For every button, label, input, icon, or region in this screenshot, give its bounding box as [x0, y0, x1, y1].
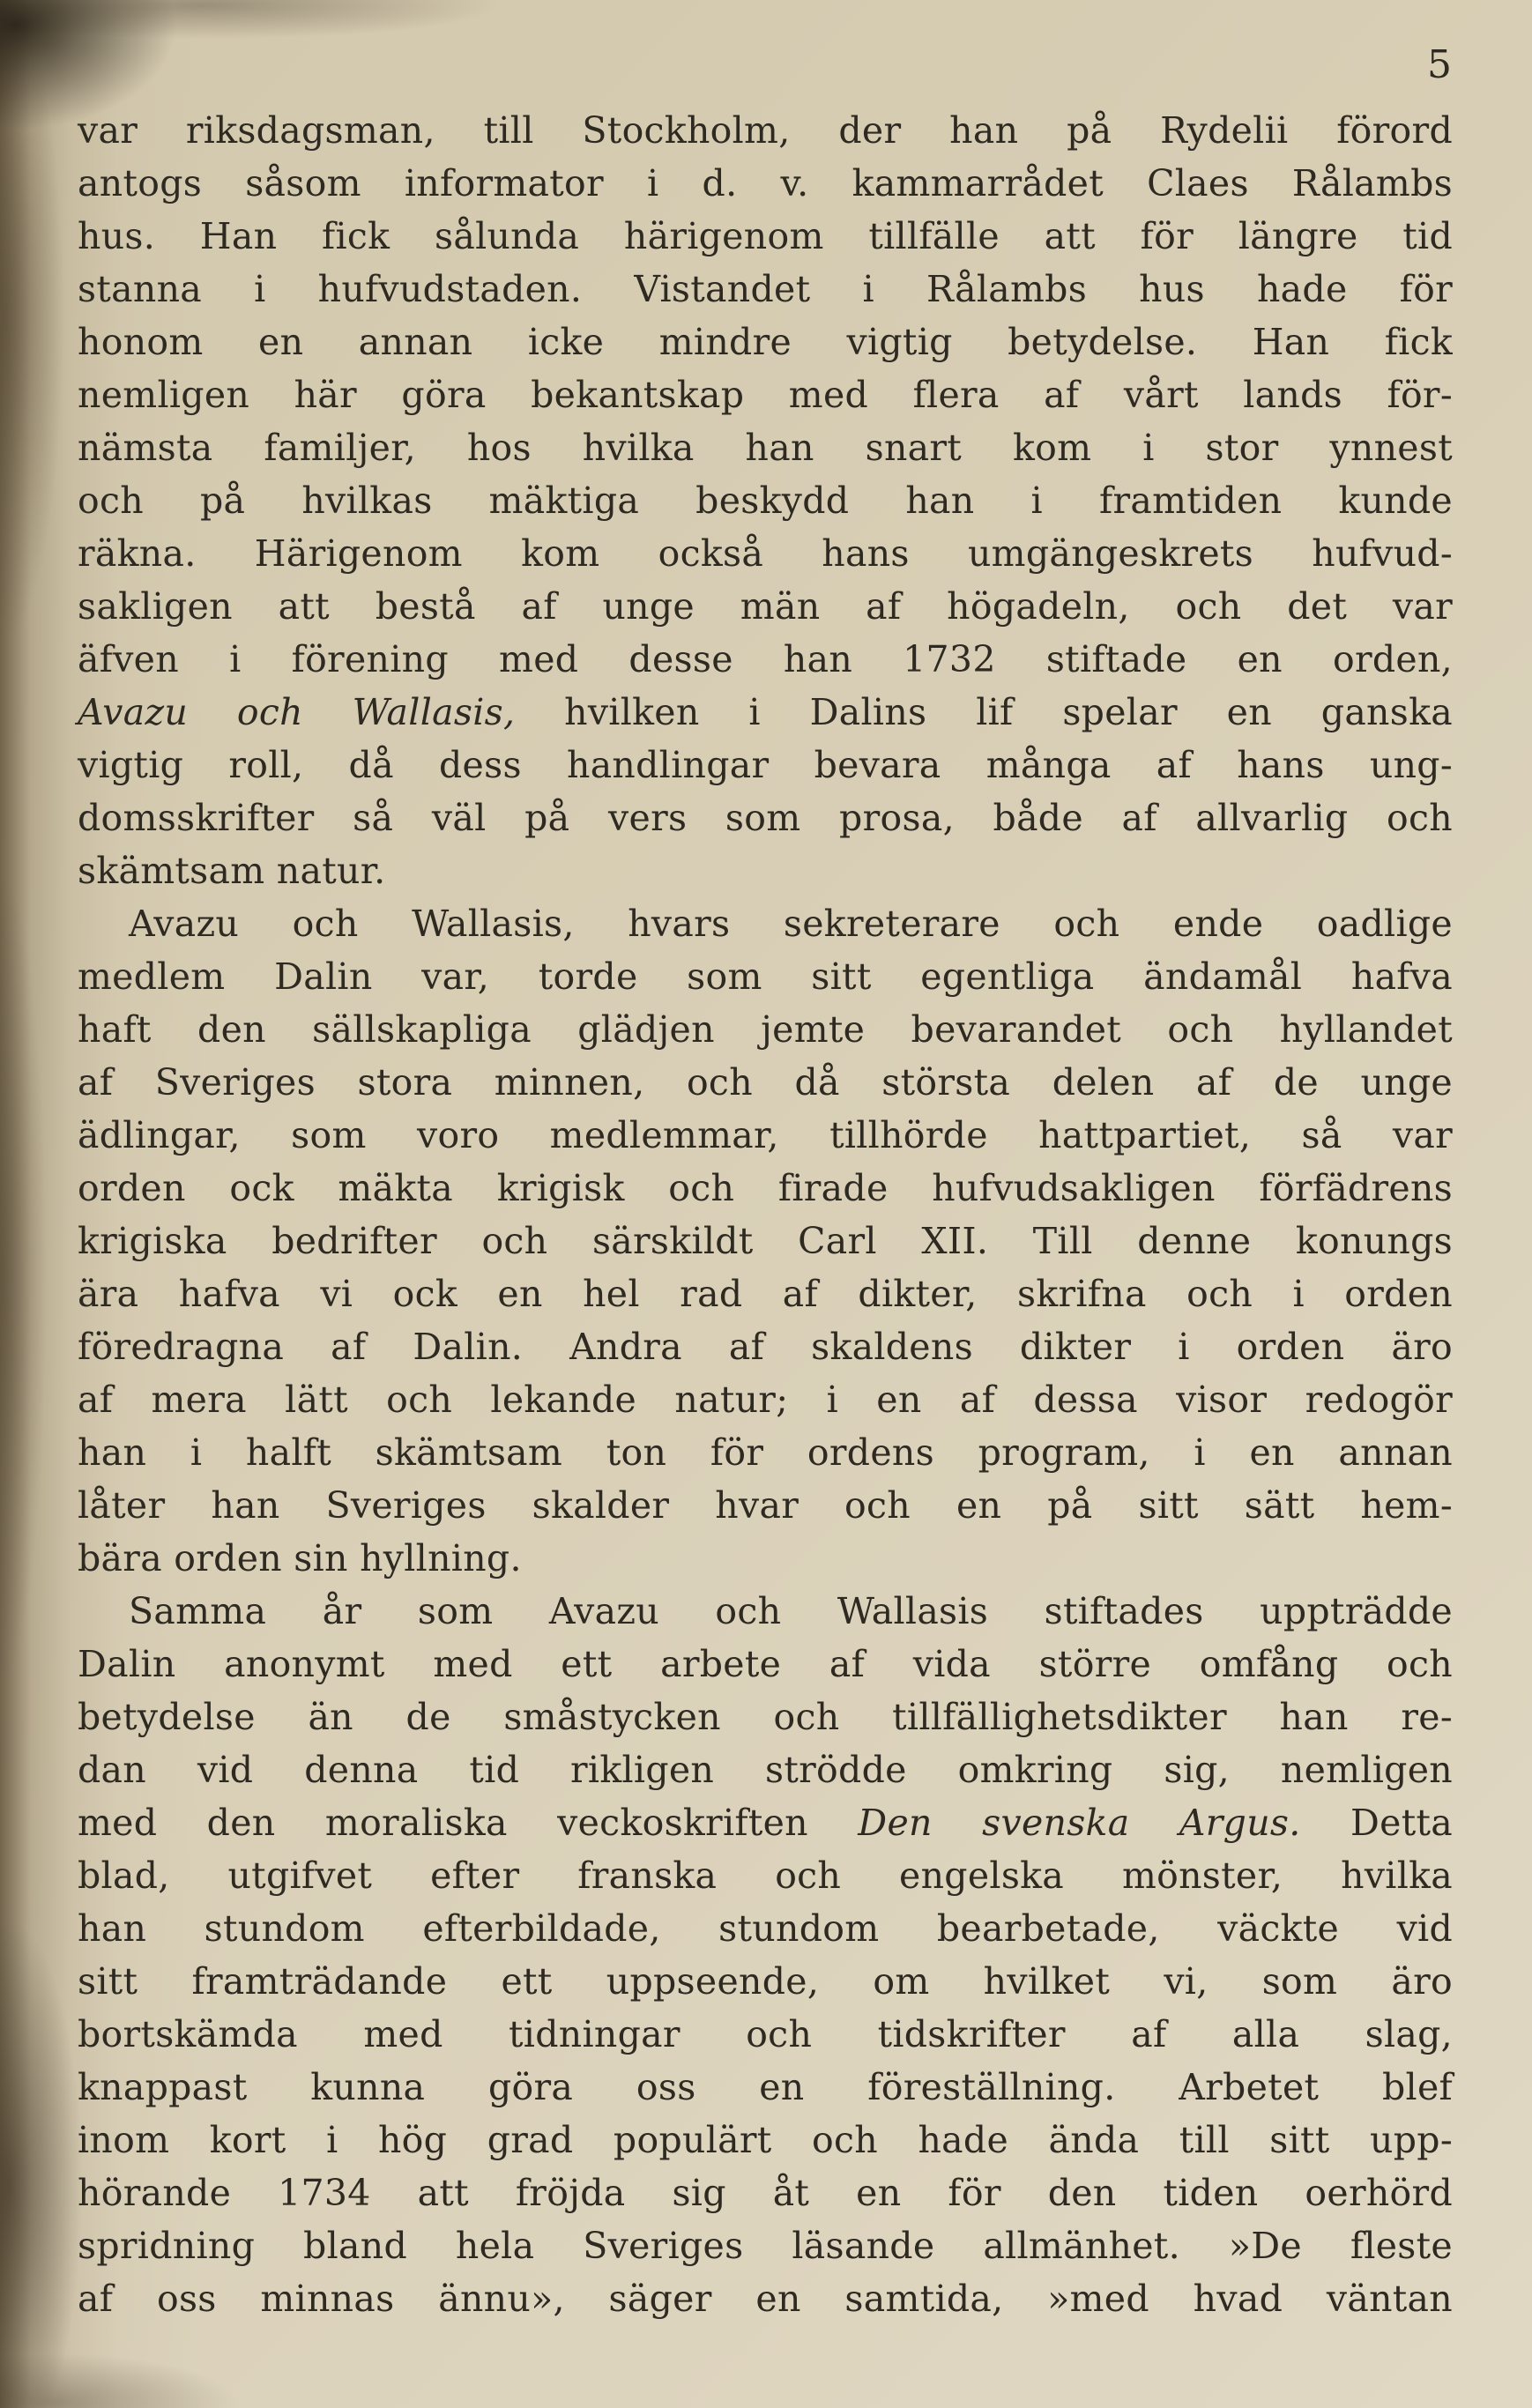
text-segment: honom en annan icke mindre vigtig betydelse. Han fick [78, 321, 1453, 363]
text-segment: bortskämda med tidningar och tidskrifter af alla slag, [78, 2013, 1453, 2055]
text-line [78, 1215, 1453, 1267]
paragraph [78, 1585, 1453, 2325]
text-segment: krigiska bedrifter och särskildt Carl XII. Till denne konungs [78, 1220, 1453, 1262]
text-segment: af mera lätt och lekande natur; i en af dessa visor redogör [78, 1379, 1453, 1421]
text-segment: äfven i förening med desse han 1732 stiftade en orden, [78, 638, 1453, 680]
text-line [78, 1320, 1453, 1373]
text-line [78, 1056, 1453, 1109]
text-line [78, 686, 1453, 739]
text-segment: orden ock mäkta krigisk och firade hufvudsakligen förfädrens [78, 1167, 1453, 1209]
text-line [78, 1267, 1453, 1320]
text-line [78, 1691, 1453, 1743]
text-segment: stanna i hufvudstaden. Vistandet i Rålambs hus hade för [78, 268, 1453, 310]
text-segment: ära hafva vi ock en hel rad af dikter, skrifna och i orden [78, 1273, 1453, 1315]
text-line [78, 1796, 1453, 1849]
text-segment: låter han Sveriges skalder hvar och en på sitt sätt hem- [78, 1484, 1453, 1527]
text-line [78, 2219, 1453, 2272]
text-line [78, 1109, 1453, 1162]
text-line [78, 2061, 1453, 2114]
text-segment: bära orden sin hyllning. [78, 1537, 522, 1579]
text-block [78, 104, 1453, 2325]
text-segment: hörande 1734 att fröjda sig åt en för den tiden oerhörd [78, 2172, 1453, 2214]
text-segment: han i halft skämtsam ton för ordens program, i en annan [78, 1431, 1453, 1474]
text-line [78, 2272, 1453, 2325]
italic-text-segment: Avazu och Wallasis, [78, 691, 516, 733]
text-segment: knappast kunna göra oss en föreställning. Arbetet blef [78, 2066, 1453, 2108]
text-line [78, 897, 1453, 950]
text-line [78, 368, 1453, 421]
text-segment: var riksdagsman, till Stockholm, der han på Rydelii förord [78, 109, 1453, 152]
text-segment: sitt framträdande ett uppseende, om hvilket vi, som äro [78, 1960, 1453, 2003]
text-line [78, 1532, 1453, 1585]
text-line [78, 157, 1453, 210]
text-line [78, 474, 1453, 527]
text-segment: Samma år som Avazu och Wallasis stiftades uppträdde [129, 1590, 1453, 1632]
text-segment: och på hvilkas mäktiga beskydd han i framtiden kunde [78, 479, 1453, 522]
text-segment: dan vid denna tid rikligen strödde omkring sig, nemligen [78, 1749, 1453, 1791]
text-segment: föredragna af Dalin. Andra af skaldens dikter i orden äro [78, 1326, 1453, 1368]
text-line [78, 739, 1453, 792]
paragraph [78, 104, 1453, 897]
text-segment: af oss minnas ännu», säger en samtida, »med hvad väntan [78, 2278, 1453, 2320]
text-line [78, 2114, 1453, 2166]
page-number: 5 [1427, 42, 1453, 87]
text-segment: antogs såsom informator i d. v. kammarrådet Claes Rålambs [78, 162, 1453, 204]
text-line [78, 1426, 1453, 1479]
text-line [78, 1479, 1453, 1532]
text-segment: hvilken i Dalins lif spelar en ganska [515, 691, 1453, 733]
text-segment: vigtig roll, då dess handlingar bevara många af hans ung- [78, 744, 1453, 786]
paragraph [78, 897, 1453, 1585]
text-segment: Detta [1300, 1802, 1454, 1844]
text-segment: skämtsam natur. [78, 850, 386, 892]
text-line [78, 844, 1453, 897]
text-line [78, 2008, 1453, 2061]
text-segment: blad, utgifvet efter franska och engelska mönster, hvilka [78, 1854, 1453, 1897]
text-line [78, 1585, 1453, 1638]
text-segment: sakligen att bestå af unge män af högadeln, och det var [78, 585, 1453, 628]
text-line [78, 1743, 1453, 1796]
text-line [78, 1902, 1453, 1955]
text-segment: betydelse än de småstycken och tillfällighetsdikter han re- [78, 1696, 1453, 1738]
text-segment: haft den sällskapliga glädjen jemte bevarandet och hyllandet [78, 1008, 1453, 1051]
text-line [78, 792, 1453, 844]
text-segment: han stundom efterbildade, stundom bearbetade, väckte vid [78, 1907, 1453, 1950]
text-line [78, 633, 1453, 686]
text-line [78, 527, 1453, 580]
text-line [78, 950, 1453, 1003]
text-line [78, 421, 1453, 474]
text-line [78, 1003, 1453, 1056]
text-segment: af Sveriges stora minnen, och då största delen af de unge [78, 1061, 1453, 1104]
text-segment: nämsta familjer, hos hvilka han snart kom i stor ynnest [78, 427, 1453, 469]
italic-text-segment: Den svenska Argus. [858, 1802, 1301, 1844]
text-line [78, 1955, 1453, 2008]
text-segment: inom kort i hög grad populärt och hade ända till sitt upp- [78, 2119, 1453, 2161]
text-segment: spridning bland hela Sveriges läsande allmänhet. »De fleste [78, 2225, 1453, 2267]
text-line [78, 263, 1453, 316]
text-segment: Avazu och Wallasis, hvars sekreterare och ende oadlige [129, 903, 1453, 945]
text-segment: domsskrifter så väl på vers som prosa, både af allvarlig och [78, 797, 1453, 839]
text-line [78, 1373, 1453, 1426]
text-segment: hus. Han fick sålunda härigenom tillfälle att för längre tid [78, 215, 1453, 257]
text-segment: räkna. Härigenom kom också hans umgängeskrets hufvud- [78, 532, 1453, 575]
text-line [78, 210, 1453, 263]
text-line [78, 1849, 1453, 1902]
text-line [78, 316, 1453, 368]
text-segment: Dalin anonymt med ett arbete af vida större omfång och [78, 1643, 1453, 1685]
text-line [78, 1162, 1453, 1215]
text-segment: medlem Dalin var, torde som sitt egentliga ändamål hafva [78, 955, 1453, 998]
text-segment: nemligen här göra bekantskap med flera af vårt lands för- [78, 374, 1453, 416]
text-segment: med den moraliska veckoskriften [78, 1802, 859, 1844]
text-line [78, 580, 1453, 633]
text-line [78, 1638, 1453, 1691]
text-line [78, 2166, 1453, 2219]
text-line [78, 104, 1453, 157]
text-segment: ädlingar, som voro medlemmar, tillhörde hattpartiet, så var [78, 1114, 1453, 1156]
